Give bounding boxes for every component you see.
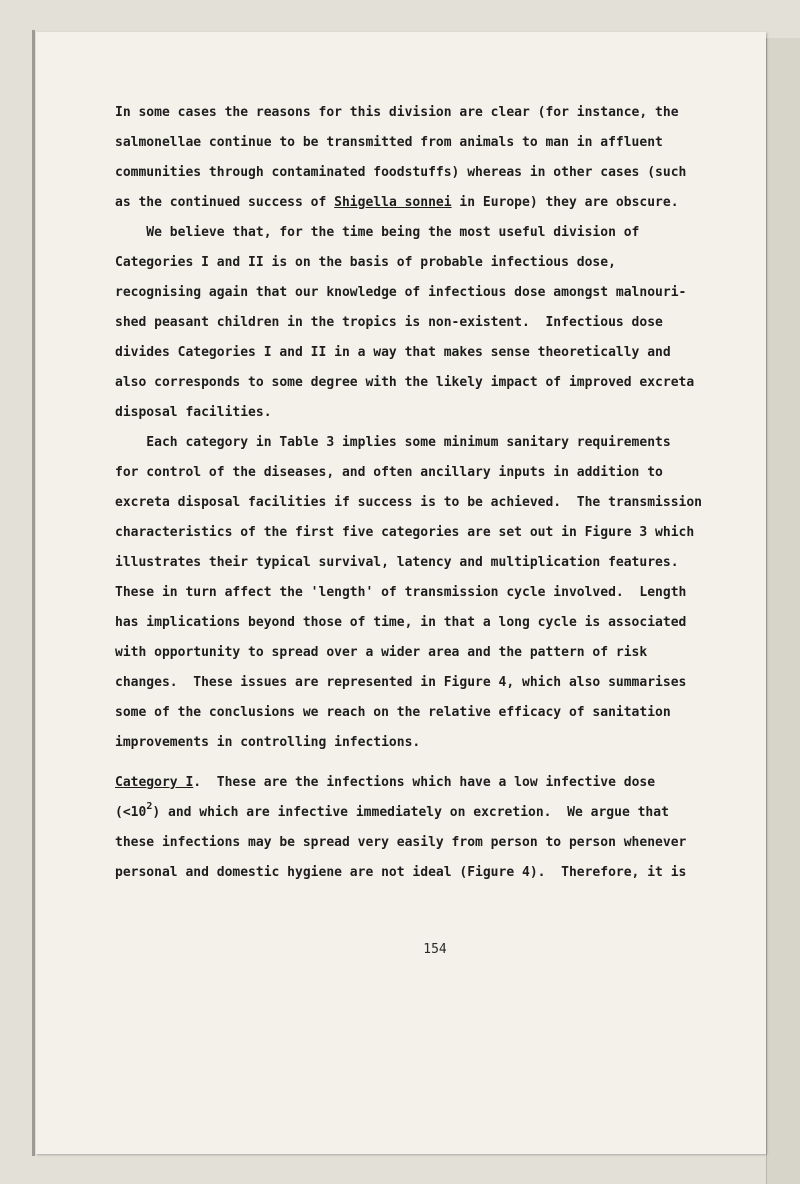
dose-exponent: 2 <box>146 801 153 812</box>
text-line: also corresponds to some degree with the likely impact of improved excreta <box>115 375 695 390</box>
text-line: We believe that, for the time being the most useful division of <box>115 225 640 240</box>
text-line: some of the conclusions we reach on the relative efficacy of sanitation <box>115 705 671 720</box>
text-line: with opportunity to spread over a wider area and the pattern of risk <box>115 645 648 660</box>
text-line: $(<10^2)$ and which are infective immediately on excretion. We argue that <box>115 801 669 820</box>
text-line: Each category in Table 3 implies some minimum sanitary requirements <box>115 435 671 450</box>
text-line: personal and domestic hygiene are not ideal (Figure 4). Therefore, it is <box>115 865 687 880</box>
text-line: these infections may be spread very easily from person to person whenever <box>115 835 687 850</box>
page-number: 154 <box>423 942 447 957</box>
text-line: changes. These issues are represented in Figure 4, which also summarises <box>115 675 687 690</box>
text-line: shed peasant children in the tropics is non-existent. Infectious dose <box>115 315 663 330</box>
text-line: Category I. These are the infections which have a low infective dose <box>115 775 656 790</box>
text-line: Categories I and II is on the basis of probable infectious dose, <box>115 255 616 270</box>
body-text <box>115 98 702 888</box>
text-line: for control of the diseases, and often ancillary inputs in addition to <box>115 465 663 480</box>
text-line: improvements in controlling infections. <box>115 735 421 750</box>
adjacent-page-edge <box>766 38 800 1184</box>
text-line: communities through contaminated foodstuffs) whereas in other cases (such <box>115 165 687 180</box>
category-heading: Category I <box>115 775 194 790</box>
text-line: salmonellae continue to be transmitted from animals to man in affluent <box>115 135 663 150</box>
text-line: has implications beyond those of time, in that a long cycle is associated <box>115 615 687 630</box>
text-line: recognising again that our knowledge of infectious dose amongst malnouri- <box>115 285 687 300</box>
text-line: as the continued success of Shigella sonnei in Europe) they are obscure. <box>115 195 679 210</box>
text-line: characteristics of the first five categories are set out in Figure 3 which <box>115 525 695 540</box>
page-edge <box>32 30 35 1156</box>
text-line: divides Categories I and II in a way that makes sense theoretically and <box>115 345 671 360</box>
species-name: Shigella sonnei <box>334 195 452 210</box>
text-line: excreta disposal facilities if success is to be achieved. The transmission <box>115 495 702 510</box>
text-line: These in turn affect the 'length' of transmission cycle involved. Length <box>115 585 687 600</box>
text-line: In some cases the reasons for this division are clear (for instance, the <box>115 105 679 120</box>
text-line: disposal facilities. <box>115 405 272 420</box>
text-line: illustrates their typical survival, latency and multiplication features. <box>115 555 679 570</box>
